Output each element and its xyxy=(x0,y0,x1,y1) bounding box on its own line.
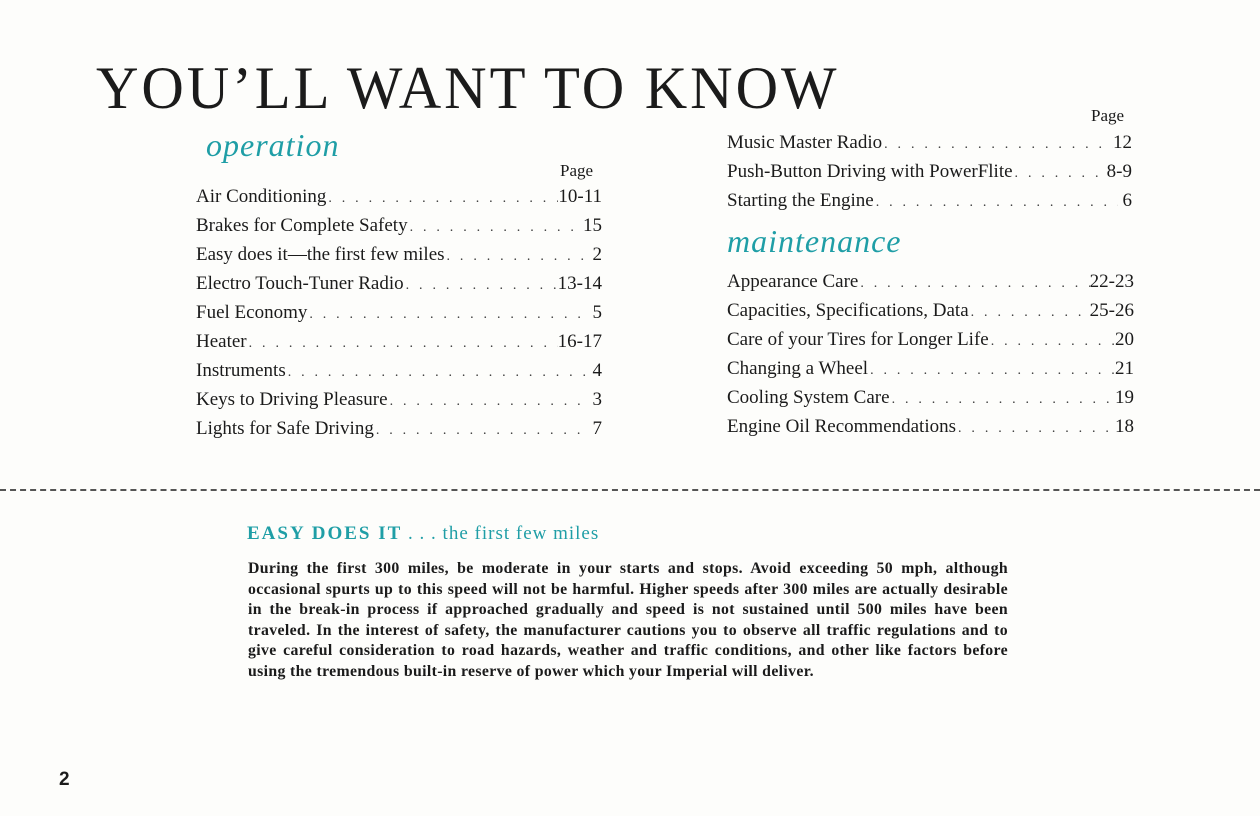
toc-leader-dots xyxy=(404,278,558,294)
easy-does-it-heading xyxy=(247,524,599,543)
toc-entry-page: 16-17 xyxy=(557,331,602,352)
toc-entry-label: Electro Touch-Tuner Radio xyxy=(196,273,404,294)
toc-entry-page: 5 xyxy=(592,302,602,323)
toc-entry-label: Capacities, Specifications, Data xyxy=(727,300,969,321)
page-number: 2 xyxy=(59,769,70,790)
toc-entry-label: Music Master Radio xyxy=(727,132,883,153)
maintenance-heading: maintenance xyxy=(727,223,902,259)
toc-leader-dots xyxy=(969,305,1090,321)
toc-entry-label: Brakes for Complete Safety xyxy=(196,215,408,236)
toc-entry-page: 2 xyxy=(592,244,602,265)
toc-leader-dots xyxy=(374,423,588,439)
toc-entry xyxy=(727,271,1134,300)
toc-entry xyxy=(727,358,1134,387)
toc-entry-label: Engine Oil Recommendations xyxy=(727,416,957,437)
toc-entry-label: Cooling System Care xyxy=(727,387,890,408)
toc-entry xyxy=(196,244,602,273)
toc-entry-page: 13-14 xyxy=(557,273,602,294)
toc-entry-label: Easy does it—the first few miles xyxy=(196,244,445,265)
toc-entry-page: 10-11 xyxy=(558,186,602,207)
toc-entry-label: Lights for Safe Driving xyxy=(196,418,374,439)
toc-entry-label: Care of your Tires for Longer Life xyxy=(727,329,989,350)
operation-heading: operation xyxy=(206,127,340,163)
toc-entry-page: 21 xyxy=(1115,358,1134,379)
toc-leader-dots xyxy=(956,421,1115,437)
toc-entry xyxy=(196,273,602,302)
toc-entry-page: 15 xyxy=(583,215,602,236)
toc-entry xyxy=(196,302,602,331)
maintenance-toc xyxy=(727,271,1134,445)
toc-entry-label: Heater xyxy=(196,331,247,352)
toc-leader-dots xyxy=(445,249,588,265)
toc-entry xyxy=(196,418,602,447)
easy-does-it-heading-strong: EASY DOES IT xyxy=(247,523,403,544)
toc-entry-page: 3 xyxy=(592,389,602,410)
toc-entry xyxy=(196,331,602,360)
easy-does-it-body: During the first 300 miles, be moderate in your starts and stops. Avoid exceeding 50 mph, although occasional spurts up to this speed will not be harmful. Higher speeds after 300 miles are actually desirable in the break-in process if approached gradually and speed is not sustained until 500 miles have been traveled. In the interest of safety, the manufacturer cautions you to observe all traffic regulations and to give careful consideration to road hazards, weather and traffic conditions, and other like factors before using the tremendous built-in reserve of power which your Imperial will deliver. xyxy=(248,560,1008,680)
toc-entry-label: Changing a Wheel xyxy=(727,358,869,379)
toc-leader-dots xyxy=(307,307,588,323)
toc-entry xyxy=(196,215,602,244)
toc-entry xyxy=(727,132,1132,161)
toc-entry-page: 7 xyxy=(592,418,602,439)
toc-leader-dots xyxy=(286,365,588,381)
toc-leader-dots xyxy=(989,334,1115,350)
toc-leader-dots xyxy=(874,195,1118,211)
toc-entry-page: 18 xyxy=(1115,416,1134,437)
toc-entry xyxy=(196,389,602,418)
toc-entry-page: 22-23 xyxy=(1089,271,1134,292)
toc-entry-label: Air Conditioning xyxy=(196,186,327,207)
operation-page-label: Page xyxy=(560,161,594,180)
toc-entry-label: Appearance Care xyxy=(727,271,859,292)
operation-toc xyxy=(196,186,602,447)
toc-entry xyxy=(727,416,1134,445)
toc-entry-label: Push-Button Driving with PowerFlite xyxy=(727,161,1013,182)
toc-entry-label: Keys to Driving Pleasure xyxy=(196,389,388,410)
toc-leader-dots xyxy=(890,392,1115,408)
toc-leader-dots xyxy=(326,191,558,207)
toc-entry-label: Fuel Economy xyxy=(196,302,308,323)
toc-entry-page: 25-26 xyxy=(1089,300,1134,321)
right-column-page-label: Page xyxy=(1091,106,1125,125)
toc-entry xyxy=(727,387,1134,416)
toc-entry xyxy=(196,360,602,389)
toc-entry-page: 12 xyxy=(1113,132,1132,153)
toc-leader-dots xyxy=(388,394,588,410)
page-title: YOU’LL WANT TO KNOW xyxy=(96,55,840,121)
toc-leader-dots xyxy=(1013,166,1107,182)
toc-entry xyxy=(727,300,1134,329)
easy-does-it-heading-rest: . . . the first few miles xyxy=(402,523,600,544)
toc-entry-page: 4 xyxy=(592,360,602,381)
toc-leader-dots xyxy=(868,363,1115,379)
toc-entry-page: 19 xyxy=(1115,387,1134,408)
toc-entry-page: 20 xyxy=(1115,329,1134,350)
toc-entry-label: Starting the Engine xyxy=(727,190,874,211)
toc-leader-dots xyxy=(408,220,583,236)
toc-entry xyxy=(727,190,1132,219)
dashed-divider xyxy=(0,489,1260,491)
toc-entry xyxy=(196,186,602,215)
toc-entry xyxy=(727,329,1134,358)
toc-entry-page: 6 xyxy=(1122,190,1132,211)
toc-entry xyxy=(727,161,1132,190)
toc-entry-page: 8-9 xyxy=(1106,161,1132,182)
toc-entry-label: Instruments xyxy=(196,360,286,381)
toc-leader-dots xyxy=(858,276,1089,292)
toc-leader-dots xyxy=(247,336,558,352)
operation-toc-continued xyxy=(727,132,1132,219)
toc-leader-dots xyxy=(882,137,1113,153)
